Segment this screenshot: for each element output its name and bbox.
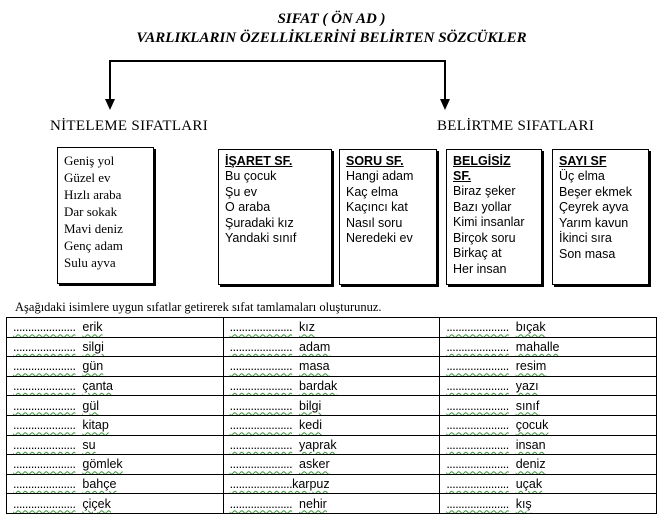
example-item: Bu çocuk	[225, 169, 277, 183]
exercise-cell[interactable]	[440, 337, 657, 357]
example-item: Şu ev	[225, 184, 257, 199]
blank-dots: .....................	[446, 496, 509, 511]
exercise-cell[interactable]	[7, 435, 224, 455]
exercise-cell[interactable]	[223, 318, 440, 338]
blank-dots: .....................	[229, 477, 293, 492]
blank-dots: .....................	[13, 398, 76, 413]
exercise-cell[interactable]	[223, 415, 440, 435]
example-item: Kaçıncı kat	[346, 200, 408, 214]
blank-dots: .....................	[446, 477, 509, 492]
example-item: Birçok soru	[453, 230, 516, 245]
table-row	[7, 376, 657, 396]
table-row	[7, 435, 657, 455]
example-item: Şuradaki kız	[225, 215, 294, 230]
example-item: Güzel ev	[64, 170, 111, 185]
noun-word: erik	[82, 320, 103, 335]
exercise-cell[interactable]	[223, 435, 440, 455]
isaret-box	[218, 149, 332, 285]
blank-dots: .....................	[446, 398, 509, 413]
noun-word: çocuk	[515, 418, 549, 433]
example-item: Beşer ekmek	[559, 184, 632, 199]
exercise-cell[interactable]	[7, 455, 224, 475]
box-heading: SF.	[453, 169, 472, 183]
blank-dots: .....................	[446, 457, 509, 472]
blank-dots: .....................	[13, 418, 76, 433]
exercise-cell[interactable]	[7, 474, 224, 494]
noun-word: asker	[299, 457, 330, 472]
example-item: Hangi adam	[346, 169, 414, 183]
belgisiz-box	[446, 149, 542, 285]
exercise-cell[interactable]	[7, 415, 224, 435]
page-title: SIFAT ( ÖN AD )	[277, 11, 386, 27]
blank-dots: .....................	[13, 477, 76, 492]
exercise-cell[interactable]	[440, 494, 657, 514]
blank-dots: .....................	[229, 496, 293, 511]
box-heading: BELGİSİZ	[453, 154, 511, 168]
noun-word: kedi	[299, 418, 322, 433]
exercise-cell[interactable]	[7, 337, 224, 357]
example-item: Nasıl soru	[346, 215, 403, 230]
blank-dots: .....................	[446, 339, 509, 354]
blank-dots: .....................	[13, 339, 76, 354]
page-subtitle: VARLIKLARIN ÖZELLİKLERİNİ BELİRTEN SÖZCÜKLER	[136, 30, 527, 46]
noun-word: bıçak	[515, 320, 546, 335]
noun-word: kız	[299, 320, 316, 335]
exercise-cell[interactable]	[440, 357, 657, 377]
example-item: Her insan	[453, 261, 507, 276]
table-row	[7, 474, 657, 494]
blank-dots: .....................	[13, 457, 76, 472]
sayi-box	[552, 149, 649, 285]
exercise-cell[interactable]	[7, 318, 224, 338]
exercise-cell[interactable]	[223, 455, 440, 475]
noun-word: yazı	[515, 379, 539, 394]
niteleme-box	[57, 147, 154, 284]
table-row	[7, 337, 657, 357]
example-item: Birkaç at	[453, 246, 502, 260]
exercise-cell[interactable]	[223, 494, 440, 514]
table-row	[7, 396, 657, 416]
blank-dots: .....................	[13, 320, 76, 335]
blank-dots: .....................	[13, 379, 76, 394]
exercise-cell[interactable]	[440, 455, 657, 475]
exercise-cell[interactable]	[7, 494, 224, 514]
exercise-cell[interactable]	[223, 474, 440, 494]
connector-right-vertical	[444, 60, 446, 100]
exercise-cell[interactable]	[7, 357, 224, 377]
exercise-cell[interactable]	[440, 318, 657, 338]
noun-word: karpuz	[292, 477, 330, 492]
example-item: Son masa	[559, 246, 616, 261]
noun-word: bardak	[299, 379, 338, 394]
table-row	[7, 415, 657, 435]
arrow-down-icon	[105, 99, 115, 110]
table-row	[7, 318, 657, 338]
box-heading: İŞARET SF.	[225, 154, 293, 168]
category-niteleme: NİTELEME SIFATLARI	[50, 118, 209, 134]
noun-word: çiçek	[82, 496, 111, 511]
instruction-text: Aşağıdaki isimlere uygun sıfatlar getirerek sıfat tamlamaları oluşturunuz.	[15, 300, 382, 314]
exercise-cell[interactable]	[223, 337, 440, 357]
blank-dots: .....................	[229, 359, 293, 374]
noun-word: deniz	[515, 457, 546, 472]
noun-word: masa	[299, 359, 330, 374]
example-item: Geniş yol	[64, 153, 115, 168]
noun-word: su	[82, 437, 96, 452]
exercise-table	[6, 317, 657, 514]
exercise-cell[interactable]	[223, 357, 440, 377]
noun-word: uçak	[515, 477, 543, 492]
example-item: Hızlı araba	[64, 187, 122, 202]
example-item: Biraz şeker	[453, 184, 516, 198]
blank-dots: .....................	[446, 320, 509, 335]
noun-word: kitap	[82, 418, 109, 433]
noun-word: adam	[299, 339, 331, 354]
blank-dots: .....................	[229, 418, 293, 433]
table-row	[7, 455, 657, 475]
connector-line	[110, 60, 446, 62]
table-row	[7, 357, 657, 377]
example-item: Sulu ayva	[64, 255, 116, 270]
noun-word: gün	[82, 359, 104, 374]
exercise-cell[interactable]	[223, 396, 440, 416]
example-item: Yandaki sınıf	[225, 231, 297, 245]
noun-word: nehir	[299, 496, 327, 511]
blank-dots: .....................	[446, 437, 509, 452]
exercise-cell[interactable]	[440, 415, 657, 435]
blank-dots: .....................	[13, 359, 76, 374]
blank-dots: .....................	[13, 437, 76, 452]
blank-dots: .....................	[229, 398, 293, 413]
noun-word: insan	[515, 437, 546, 452]
noun-word: kış	[515, 496, 532, 511]
exercise-cell[interactable]	[440, 376, 657, 396]
example-item: Kimi insanlar	[453, 215, 525, 229]
box-heading: SAYI SF	[559, 154, 607, 168]
blank-dots: .....................	[229, 339, 293, 354]
example-item: Dar sokak	[64, 204, 118, 219]
exercise-cell[interactable]	[440, 435, 657, 455]
noun-word: gül	[82, 398, 100, 413]
example-item: Çeyrek ayva	[559, 200, 629, 214]
noun-word: silgi	[82, 339, 104, 354]
noun-word: gömlek	[82, 457, 123, 472]
noun-word: sınıf	[515, 398, 540, 413]
noun-word: resim	[515, 359, 547, 374]
noun-word: çanta	[82, 379, 113, 394]
table-row	[7, 494, 657, 514]
category-belirtme: BELİRTME SIFATLARI	[437, 118, 595, 134]
noun-word: bahçe	[82, 477, 117, 492]
example-item: İkinci sıra	[559, 231, 612, 245]
noun-word: mahalle	[515, 339, 560, 354]
connector-left-vertical	[109, 60, 111, 100]
blank-dots: .....................	[446, 379, 509, 394]
example-item: Bazı yollar	[453, 199, 512, 214]
blank-dots: .....................	[229, 320, 293, 335]
exercise-cell[interactable]	[440, 474, 657, 494]
blank-dots: .....................	[229, 437, 293, 452]
example-item: Üç elma	[559, 169, 605, 183]
exercise-cell[interactable]	[223, 376, 440, 396]
blank-dots: .....................	[229, 379, 293, 394]
noun-word: bilgi	[299, 398, 322, 413]
noun-word: yaprak	[299, 437, 337, 452]
blank-dots: .....................	[446, 359, 509, 374]
example-item: O araba	[225, 200, 271, 214]
blank-dots: .....................	[446, 418, 509, 433]
box-heading: SORU SF.	[346, 154, 404, 168]
example-item: Neredeki ev	[346, 231, 413, 245]
example-item: Mavi deniz	[64, 221, 123, 236]
soru-box	[339, 149, 437, 285]
exercise-cell[interactable]	[7, 396, 224, 416]
arrow-down-icon	[440, 99, 450, 110]
example-item: Kaç elma	[346, 184, 399, 199]
exercise-cell[interactable]	[7, 376, 224, 396]
exercise-cell[interactable]	[440, 396, 657, 416]
blank-dots: .....................	[229, 457, 293, 472]
blank-dots: .....................	[13, 496, 76, 511]
example-item: Genç adam	[64, 238, 123, 253]
example-item: Yarım kavun	[559, 215, 629, 230]
